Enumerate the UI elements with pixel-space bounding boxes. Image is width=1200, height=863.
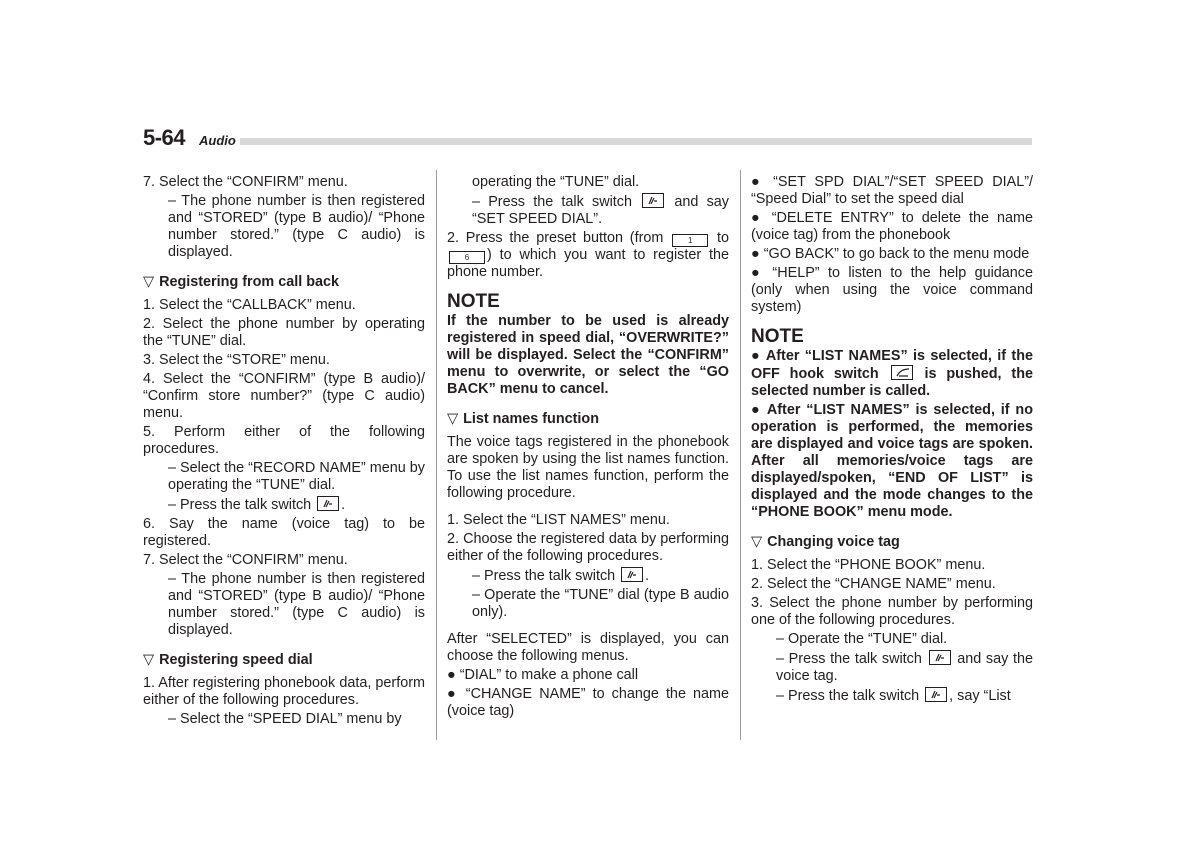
step: 1. After registering phonebook data, perform either of the following procedures. (143, 675, 425, 708)
step: 7. Select the “CONFIRM” menu. (143, 552, 348, 568)
talk-switch-icon (317, 496, 339, 511)
substep: – Press the talk switch . (168, 497, 346, 513)
column-3 (751, 174, 1033, 707)
step: 2. Press the preset button (from 1 to 6 ) to which you want to register the phone number. (447, 230, 730, 280)
preset-button-1-icon: 1 (672, 234, 708, 247)
note (751, 348, 1033, 521)
step: 3. Select the “STORE” menu. (143, 352, 330, 368)
step: 1. Select the “LIST NAMES” menu. (447, 512, 670, 528)
section-heading: ▽ List names function (447, 411, 600, 427)
note-title: NOTE (447, 291, 500, 312)
column-divider (740, 170, 741, 740)
substep: – Press the talk switch and say the voice tag. (776, 651, 1034, 684)
triangle-icon: ▽ (751, 534, 763, 550)
note (447, 313, 729, 398)
substep: – Operate the “TUNE” dial. (776, 631, 948, 647)
triangle-icon: ▽ (447, 411, 459, 427)
step: 7. Select the “CONFIRM” menu. (143, 174, 348, 190)
bullet-item: ● “DIAL” to make a phone call (447, 667, 639, 683)
bullet-item: ● “DELETE ENTRY” to delete the name (voice tag) from the phonebook (751, 210, 1033, 243)
note-text: ● After “LIST NAMES” is selected, if the OFF hook switch is pushed, the selected number is called. (751, 348, 1034, 399)
talk-switch-icon (642, 193, 664, 208)
substep: – The phone number is then registered and “STORED” (type B audio)/ “Phone number stored.” (type C audio) is displayed. (168, 571, 425, 638)
bullet-item: ● “HELP” to listen to the help guidance (only when using the voice command system) (751, 265, 1033, 315)
header-rule (240, 138, 1032, 145)
step: 2. Select the “CHANGE NAME” menu. (751, 576, 996, 592)
substep: – Select the “SPEED DIAL” menu by (168, 711, 402, 727)
paragraph: After “SELECTED” is displayed, you can choose the following menus. (447, 631, 729, 664)
substep: – Operate the “TUNE” dial (type B audio only). (472, 587, 729, 620)
talk-switch-icon (925, 687, 947, 702)
substep: – Select the “RECORD NAME” menu by operating the “TUNE” dial. (168, 460, 425, 493)
column-1 (143, 174, 425, 730)
step: 2. Select the phone number by operating the “TUNE” dial. (143, 316, 425, 349)
talk-switch-icon (621, 567, 643, 582)
step: 1. Select the “PHONE BOOK” menu. (751, 557, 986, 573)
substep: – Press the talk switch , say “List (776, 688, 1011, 704)
off-hook-switch-icon (891, 365, 913, 380)
section-title: Audio (199, 133, 236, 148)
step: 6. Say the name (voice tag) to be registered. (143, 516, 425, 549)
preset-button-6-icon: 6 (449, 251, 485, 264)
section-heading: ▽ Changing voice tag (751, 534, 900, 550)
column-divider (436, 170, 437, 740)
step: 3. Select the phone number by performing one of the following procedures. (751, 595, 1033, 628)
triangle-icon: ▽ (143, 274, 155, 290)
page-number: 5-64 (143, 125, 186, 150)
substep: operating the “TUNE” dial. (472, 174, 640, 190)
column-2 (447, 174, 729, 722)
note-text: If the number to be used is already registered in speed dial, “OVERWRITE?” will be displayed. Select the “CONFIRM” menu to overwrite, or select the “GO BACK” menu to cancel. (447, 313, 729, 397)
step: 2. Choose the registered data by performing either of the following procedures. (447, 531, 729, 564)
talk-switch-icon (929, 650, 951, 665)
section-heading: ▽ Registering from call back (143, 274, 340, 290)
step: 5. Perform either of the following procedures. (143, 424, 425, 457)
substep: – The phone number is then registered and “STORED” (type B audio)/ “Phone number stored.” (type C audio) is displayed. (168, 193, 425, 260)
step: 4. Select the “CONFIRM” (type B audio)/ “Confirm store number?” (type C audio) menu. (143, 371, 425, 421)
substep: – Press the talk switch and say “SET SPEED DIAL”. (472, 194, 729, 227)
triangle-icon: ▽ (143, 652, 155, 668)
section-heading: ▽ Registering speed dial (143, 652, 313, 668)
step: 1. Select the “CALLBACK” menu. (143, 297, 356, 313)
paragraph: The voice tags registered in the phonebook are spoken by using the list names function. To use the list names function, perform the following procedure. (447, 434, 729, 501)
note-text: ● After “LIST NAMES” is selected, if no operation is performed, the memories are displayed and voice tags are spoken. After all memories/voice tags are displayed/spoken, “END OF LIST” is displayed and the mode changes to the “PHONE BOOK” menu mode. (751, 402, 1034, 520)
bullet-item: ● “GO BACK” to go back to the menu mode (751, 246, 1030, 262)
bullet-item: ● “SET SPD DIAL”/“SET SPEED DIAL”/ “Speed Dial” to set the speed dial (751, 174, 1033, 207)
substep: – Press the talk switch . (472, 568, 650, 584)
note-title: NOTE (751, 326, 804, 347)
bullet-item: ● “CHANGE NAME” to change the name (voice tag) (447, 686, 729, 719)
